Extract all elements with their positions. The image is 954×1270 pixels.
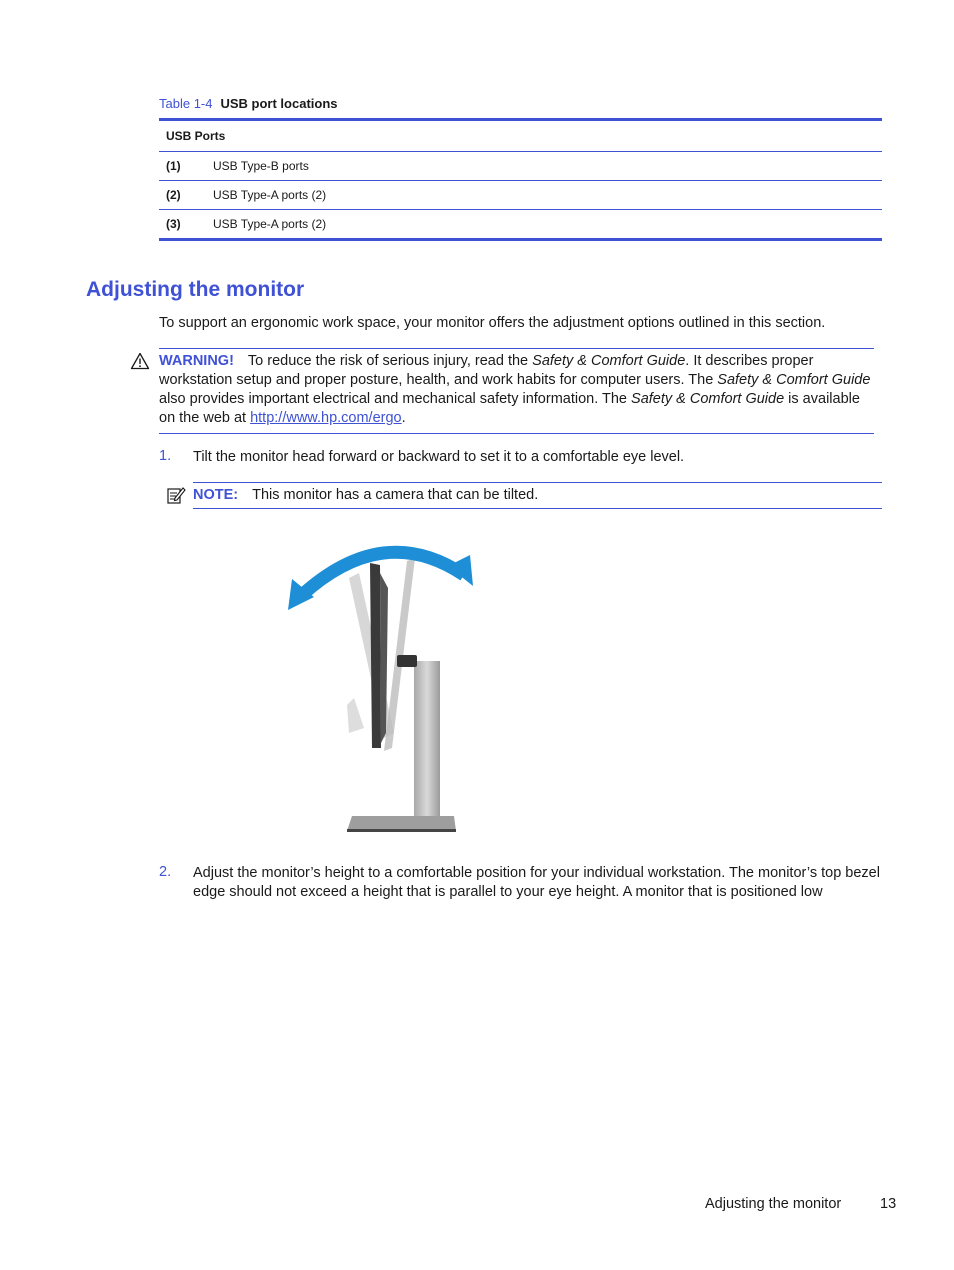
note-bottom-rule: [193, 508, 882, 509]
row-number: (3): [166, 217, 181, 231]
footer-section-title: Adjusting the monitor: [705, 1196, 842, 1212]
warning-triangle-icon: [130, 352, 150, 370]
warning-top-rule: [159, 348, 874, 349]
stand-column: [414, 661, 440, 816]
warning-text: also provides important electrical and mechanical safety information. The: [159, 391, 632, 407]
warning-text: To reduce the risk of serious injury, read the: [247, 353, 533, 369]
table-number: Table 1-4: [159, 96, 213, 111]
warning-paragraph: [159, 352, 871, 428]
warning-text: .: [401, 410, 406, 426]
row-description: USB Type-A ports (2): [213, 188, 327, 202]
base-edge: [347, 829, 456, 832]
section-heading: Adjusting the monitor: [86, 278, 305, 301]
guide-title: Safety & Comfort Guide: [631, 391, 785, 407]
usb-port-table: [159, 118, 882, 241]
step-text: Tilt the monitor head forward or backward to set it to a comfortable eye level.: [193, 449, 685, 465]
monitor-panel: [370, 563, 381, 748]
note-label: NOTE:: [193, 487, 239, 503]
step-number: 2.: [159, 864, 172, 880]
table-title: USB port locations: [220, 96, 338, 111]
row-description: USB Type-A ports (2): [213, 217, 327, 231]
step-number: 1.: [159, 448, 172, 464]
warning-text: is available on the web at: [159, 391, 860, 426]
warning-bottom-rule: [159, 433, 874, 434]
table-row: [159, 181, 882, 209]
stand-base: [347, 816, 456, 831]
step-text: Adjust the monitor’s height to a comfortable position for your individual workstation. The monitor’s top bezel edge should not exceed a height that is parallel to your eye height. A monitor that is positioned low: [193, 865, 880, 900]
monitor-tilt-illustration: [284, 533, 479, 835]
note-top-rule: [193, 482, 882, 483]
page-number: 13: [880, 1196, 897, 1212]
note-paragraph: [193, 486, 538, 505]
note-text: This monitor has a camera that can be tilted.: [252, 487, 539, 503]
table-row: [159, 152, 882, 180]
warning-label: WARNING!: [159, 353, 234, 369]
table-row: [159, 210, 882, 238]
row-number: (2): [166, 188, 181, 202]
guide-title: Safety & Comfort Guide: [717, 372, 871, 388]
row-number: (1): [166, 159, 181, 173]
ergo-link[interactable]: http://www.hp.com/ergo: [250, 410, 402, 426]
guide-title: Safety & Comfort Guide: [532, 353, 686, 369]
table-header: USB Ports: [166, 129, 226, 143]
note-icon: [166, 485, 186, 505]
intro-paragraph: To support an ergonomic work space, your monitor offers the adjustment options outlined in this section.: [159, 315, 826, 331]
hinge: [397, 655, 417, 667]
table-bottom-rule: [159, 238, 882, 241]
row-description: USB Type-B ports: [213, 159, 309, 173]
warning-text: . It describes proper workstation setup and proper posture, health, and work habits for computer users. The: [159, 353, 814, 388]
table-caption: [159, 96, 338, 111]
